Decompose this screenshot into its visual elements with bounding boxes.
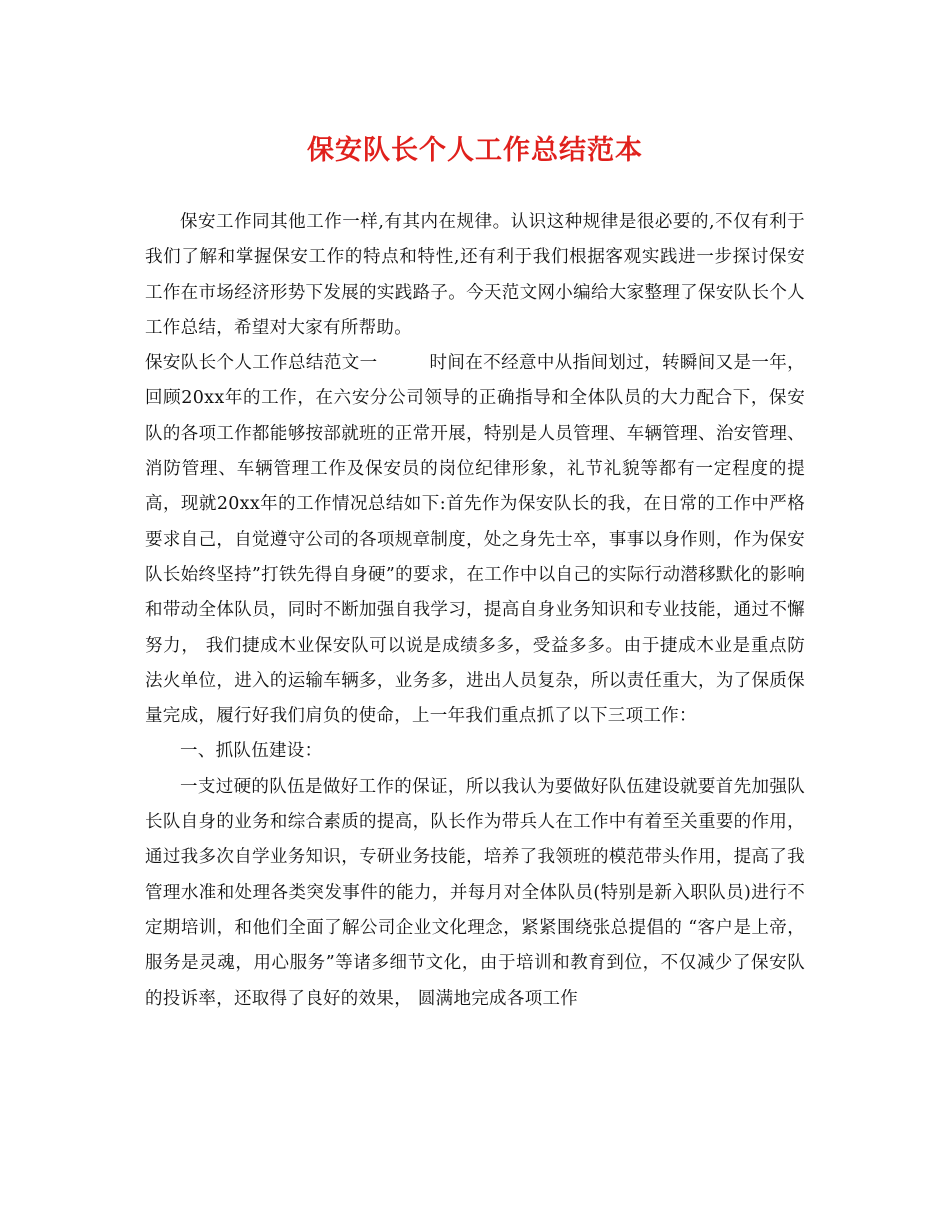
- paragraph-1: 一支过硬的队伍是做好工作的保证，所以我认为要做好队伍建设就要首先加强队长队自身的业务和综合素质的提高，队长作为带兵人在工作中有着至关重要的作用，通过我多次自学业务知识，专研业务技能，培养了我领班的模范带头作用，提高了我管理水准和处理各类突发事件的能力，并每月对全体队员(特别是新入职队员)进行不定期培训，和他们全面了解公司企业文化理念，紧紧围绕张总提倡的 “客户是上帝，服务是灵魂，用心服务”等诸多细节文化，由于培训和教育到位，不仅减少了保安队的投诉率，还取得了良好的效果， 圆满地完成各项工作: [145, 776, 805, 1009]
- intro-paragraph: 保安工作同其他工作一样,有其内在规律。认识这种规律是很必要的,不仅有利于我们了解和掌握保安工作的特点和特性,还有利于我们根据客观实践进一步探讨保安工作在市场经济形势下发展的实践路子。今天范文网小编给大家整理了保安队长个人工作总结，希望对大家有所帮助。: [145, 212, 805, 338]
- section-paragraph: [145, 346, 805, 734]
- section-heading-1: 一、抓队伍建设：: [180, 741, 323, 762]
- section-label: 保安队长个人工作总结范文一: [145, 353, 378, 374]
- document-title: 保安队长个人工作总结范本: [307, 135, 643, 166]
- section-body: 时间在不经意中从指间划过，转瞬间又是一年，回顾20xx年的工作，在六安分公司领导的正确指导和全体队员的大力配合下，保安队的各项工作都能够按部就班的正常开展，特别是人员管理、车辆管理、治安管理、消防管理、车辆管理工作及保安员的岗位纪律形象，礼节礼貌等都有一定程度的提高，现就20xx年的工作情况总结如下:首先作为保安队长的我，在日常的工作中严格要求自己，自觉遵守公司的各项规章制度，处之身先士卒，事事以身作则，作为保安队长始终坚持”打铁先得自身硬”的要求，在工作中以自己的实际行动潜移默化的影响和带动全体队员，同时不断加强自我学习，提高自身业务知识和专业技能，通过不懈努力， 我们捷成木业保安队可以说是成绩多多，受益多多。由于捷成木业是重点防法火单位，进入的运输车辆多，业务多，进出人员复杂，所以责任重大，为了保质保量完成，履行好我们肩负的使命，上一年我们重点抓了以下三项工作：: [145, 353, 805, 727]
- document-body: [145, 205, 805, 1017]
